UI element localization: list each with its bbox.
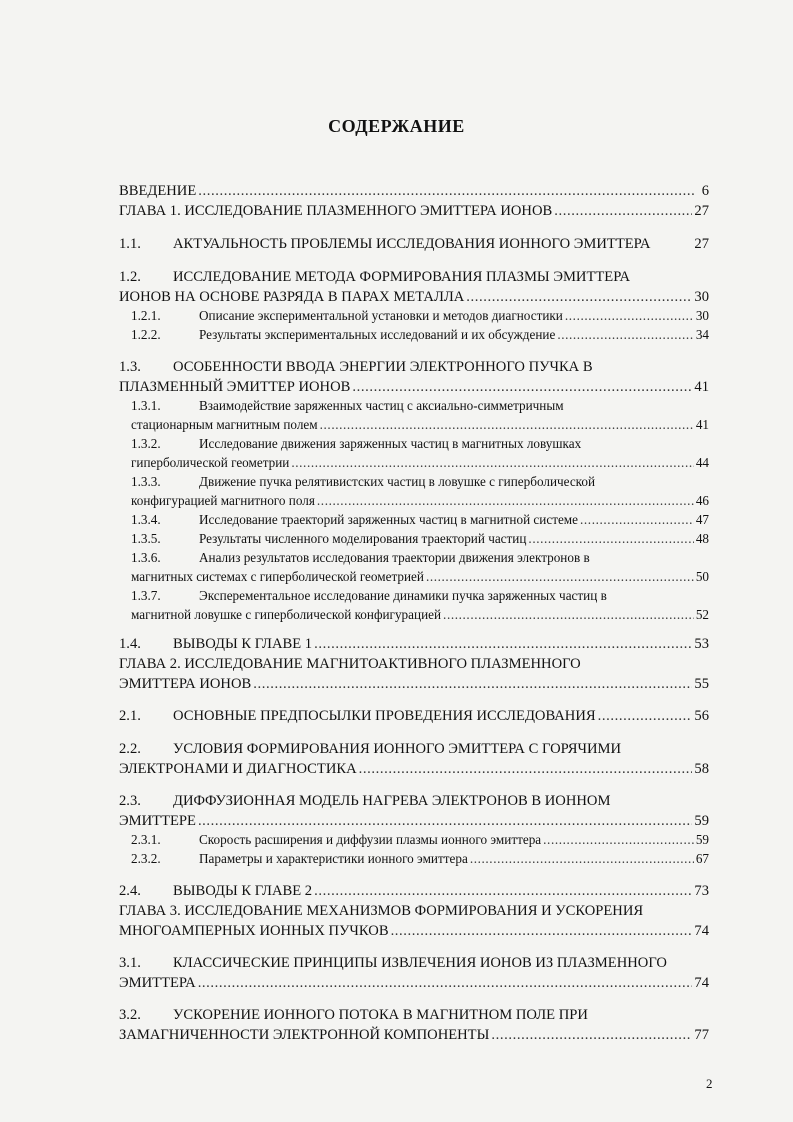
toc-entry-line (131, 849, 709, 868)
toc-entry-line (131, 472, 709, 491)
toc-entry-line (131, 529, 709, 548)
toc-entry (119, 181, 709, 201)
toc-entry-line (119, 267, 709, 287)
toc-entry-title: МНОГОАМПЕРНЫХ ИОННЫХ ПУЧКОВ (119, 923, 389, 939)
toc-entry-title: Описание экспериментальной установки и методов диагностики (199, 308, 563, 323)
toc-entry (131, 325, 709, 344)
toc-entry-number: 3.2. (119, 1007, 141, 1023)
toc-entry-line (119, 634, 709, 654)
toc-entry-title: Движение пучка релятивистских частиц в ловушке с гиперболической (199, 474, 596, 489)
toc-entry (131, 830, 709, 849)
toc-entry-number: 1.3.6. (131, 550, 161, 565)
toc-entry (131, 548, 709, 586)
dot-leader (317, 491, 694, 510)
toc-entry-number: 1.3.7. (131, 588, 161, 603)
toc-entry (119, 654, 709, 694)
toc-entry-number: 1.2. (119, 269, 141, 285)
dot-leader (580, 510, 694, 529)
toc-entry-title: гиперболической геометрии (131, 455, 290, 470)
toc-entry-title: ИОНОВ НА ОСНОВЕ РАЗРЯДА В ПАРАХ МЕТАЛЛА (119, 289, 465, 305)
toc-entry-title: ЭМИТТЕРА (119, 975, 196, 991)
toc-entry (119, 1005, 709, 1045)
dot-leader (557, 325, 693, 344)
toc-entry (131, 849, 709, 868)
toc-entry-number: 1.1. (119, 236, 141, 252)
toc-entry (119, 791, 709, 831)
toc-entry-title: ДИФФУЗИОННАЯ МОДЕЛЬ НАГРЕВА ЭЛЕКТРОНОВ В ИОННОМ (173, 793, 611, 809)
dot-leader (554, 201, 692, 221)
toc-entry-number: 1.4. (119, 636, 141, 652)
toc-entry-line (119, 901, 709, 921)
dot-leader (543, 830, 694, 849)
toc-entry-page: 73 (694, 883, 709, 899)
toc-entry-page: 59 (694, 813, 709, 829)
dot-leader (426, 567, 694, 586)
toc-entry (131, 510, 709, 529)
toc-entry-title: УСКОРЕНИЕ ИОННОГО ПОТОКА В МАГНИТНОМ ПОЛЕ ПРИ (173, 1007, 588, 1023)
toc-entry-page: 48 (695, 531, 709, 546)
toc-entry-page: 30 (695, 308, 709, 323)
toc-entry (119, 953, 709, 993)
toc-entry-page: 27 (694, 236, 709, 252)
dot-leader (359, 759, 693, 779)
toc-entry-title: ОСОБЕННОСТИ ВВОДА ЭНЕРГИИ ЭЛЕКТРОННОГО ПУЧКА В (173, 359, 593, 375)
toc-entry-page: 55 (694, 676, 709, 692)
toc-entry-title: стационарным магнитным полем (131, 417, 318, 432)
toc-entry-page: 34 (695, 327, 709, 342)
toc-entry (119, 234, 709, 254)
toc-entry (131, 396, 709, 434)
toc-entry-number: 1.3.4. (131, 512, 161, 527)
toc-entry-page: 47 (695, 512, 709, 527)
toc-entry-page: 77 (694, 1027, 709, 1043)
toc-entry-title: Эксперементальное исследование динамики пучка заряженных частиц в (199, 588, 607, 603)
toc-entry-line (119, 674, 709, 694)
toc-entry-line (119, 181, 709, 201)
toc-entry-title: ПЛАЗМЕННЫЙ ЭМИТТЕР ИОНОВ (119, 379, 351, 395)
toc-entry-number: 2.1. (119, 708, 141, 724)
toc-entry-line (119, 201, 709, 221)
toc-entry-page: 46 (695, 493, 709, 508)
toc-entry-line (119, 881, 709, 901)
toc-entry-line (119, 654, 709, 674)
toc-entry-title: КЛАССИЧЕСКИЕ ПРИНЦИПЫ ИЗВЛЕЧЕНИЯ ИОНОВ ИЗ ПЛАЗМЕННОГО (173, 955, 667, 971)
toc-entry-line (119, 811, 709, 831)
toc-entry-title: ЭЛЕКТРОНАМИ И ДИАГНОСТИКА (119, 761, 357, 777)
toc-entry-title: магнитных системах с гиперболической геометрией (131, 569, 424, 584)
toc-entry-title: ЗАМАГНИЧЕННОСТИ ЭЛЕКТРОННОЙ КОМПОНЕНТЫ (119, 1027, 490, 1043)
toc-entry-line (119, 1025, 709, 1045)
toc-entry-line (119, 287, 709, 307)
toc-entry-page: 30 (694, 289, 709, 305)
page-title: СОДЕРЖАНИЕ (328, 116, 465, 136)
toc-entry-page: 59 (695, 832, 709, 847)
toc-entry-page: 74 (694, 975, 709, 991)
toc-entry-title: Параметры и характеристики ионного эмиттера (199, 851, 468, 866)
dot-leader (466, 287, 692, 307)
page-number: 2 (706, 1076, 713, 1091)
toc-entry-line (131, 567, 709, 586)
toc-entry-title: Исследование движения заряженных частиц в магнитных ловушках (199, 436, 582, 451)
toc-entry-title: магнитной ловушке с гиперболической конфигурацией (131, 607, 442, 622)
toc-entry-line (131, 605, 709, 624)
toc-entry-line (131, 325, 709, 344)
toc-entry-line (119, 921, 709, 941)
toc-entry-title: ВЫВОДЫ К ГЛАВЕ 2 (173, 883, 313, 899)
toc-entry-number: 2.3.2. (131, 851, 161, 866)
toc-entry-line (131, 434, 709, 453)
toc-entry-title: ГЛАВА 2. ИССЛЕДОВАНИЕ МАГНИТОАКТИВНОГО ПЛАЗМЕННОГО (119, 656, 581, 672)
toc-entry-page: 74 (694, 923, 709, 939)
toc-entry-line (131, 548, 709, 567)
toc-entry-page: 41 (694, 379, 709, 395)
dot-leader (253, 674, 692, 694)
toc-entry-page: 67 (695, 851, 709, 866)
dot-leader (352, 377, 692, 397)
toc-entry (119, 739, 709, 779)
dot-leader (470, 849, 694, 868)
dot-leader (314, 634, 692, 654)
toc-entry-title: ЭМИТТЕРЕ (119, 813, 196, 829)
toc-entry-line (131, 491, 709, 510)
dot-leader (443, 605, 694, 624)
dot-leader (565, 306, 694, 325)
toc-entry (119, 901, 709, 941)
toc-entry (119, 881, 709, 901)
toc-entry (131, 586, 709, 624)
toc-entry-line (131, 415, 709, 434)
dot-leader (491, 1025, 692, 1045)
dot-leader (391, 921, 693, 941)
toc-entry-line (119, 973, 709, 993)
toc-entry-line (119, 759, 709, 779)
toc-entry-page: 53 (694, 636, 709, 652)
toc-entry (131, 529, 709, 548)
toc-entry-line (119, 234, 709, 254)
toc-entry-line (131, 306, 709, 325)
toc-entry-title: ГЛАВА 3. ИССЛЕДОВАНИЕ МЕХАНИЗМОВ ФОРМИРОВАНИЯ И УСКОРЕНИЯ (119, 903, 644, 919)
toc-entry-number: 2.4. (119, 883, 141, 899)
toc-entry-line (131, 830, 709, 849)
toc-entry-title: Исследование траекторий заряженных частиц в магнитной системе (199, 512, 579, 527)
dot-leader (291, 453, 693, 472)
toc-entry-line (131, 586, 709, 605)
toc-entry-title: ВВЕДЕНИЕ (119, 183, 197, 199)
toc-entry-title: Анализ результатов исследования траектории движения электронов в (199, 550, 590, 565)
toc-entry-page: 6 (701, 183, 709, 199)
toc-entry-line (131, 453, 709, 472)
toc-entry-line (119, 706, 709, 726)
toc-entry-page: 58 (694, 761, 709, 777)
toc-entry-line (119, 1005, 709, 1025)
toc-entry-number: 1.3.3. (131, 474, 161, 489)
toc-entry (119, 201, 709, 221)
toc-entry (131, 306, 709, 325)
toc-entry-title: АКТУАЛЬНОСТЬ ПРОБЛЕМЫ ИССЛЕДОВАНИЯ ИОННОГО ЭМИТТЕРА (173, 236, 651, 252)
toc-entry-line (131, 396, 709, 415)
toc-entry-line (119, 377, 709, 397)
dot-leader (598, 706, 693, 726)
toc-entry-page: 52 (695, 607, 709, 622)
toc-entry-title: ВЫВОДЫ К ГЛАВЕ 1 (173, 636, 313, 652)
toc-entry-number: 2.2. (119, 741, 141, 757)
toc-entry-number: 1.3. (119, 359, 141, 375)
toc-entry-page: 56 (694, 708, 709, 724)
dot-leader (528, 529, 693, 548)
dot-leader (198, 973, 693, 993)
toc-entry-page: 27 (694, 203, 709, 219)
toc-entry-title: ЭМИТТЕРА ИОНОВ (119, 676, 252, 692)
toc-entry-page: 41 (695, 417, 709, 432)
toc-entry-number: 2.3.1. (131, 832, 161, 847)
toc-entry-line (119, 953, 709, 973)
toc-entry-line (119, 739, 709, 759)
toc-entry-number: 3.1. (119, 955, 141, 971)
toc-entry (119, 634, 709, 654)
toc-entry (131, 472, 709, 510)
toc-entry-title: конфигурацией магнитного поля (131, 493, 315, 508)
toc-entry-number: 1.3.2. (131, 436, 161, 451)
toc-entry-number: 1.2.2. (131, 327, 161, 342)
toc-entry-title: Результаты численного моделирования траекторий частиц (199, 531, 527, 546)
toc-entry (131, 434, 709, 472)
toc-entry-title: ОСНОВНЫЕ ПРЕДПОСЫЛКИ ПРОВЕДЕНИЯ ИССЛЕДОВАНИЯ (173, 708, 596, 724)
toc-entry-line (119, 357, 709, 377)
toc-entry (119, 267, 709, 307)
toc-entry (119, 706, 709, 726)
toc-entry-title: Результаты экспериментальных исследований и их обсуждение (199, 327, 556, 342)
toc-entry-title: ИССЛЕДОВАНИЕ МЕТОДА ФОРМИРОВАНИЯ ПЛАЗМЫ ЭМИТТЕРА (173, 269, 630, 285)
toc-entry-line (119, 791, 709, 811)
toc-entry-title: Скорость расширения и диффузии плазмы ионного эмиттера (199, 832, 542, 847)
toc-entry-line (131, 510, 709, 529)
dot-leader (198, 811, 692, 831)
dot-leader (320, 415, 694, 434)
toc-entry-number: 1.3.5. (131, 531, 161, 546)
dot-leader (198, 181, 695, 201)
toc-entry-title: Взаимодействие заряженных частиц с аксиально-симметричным (199, 398, 564, 413)
toc-entry-title: УСЛОВИЯ ФОРМИРОВАНИЯ ИОННОГО ЭМИТТЕРА С ГОРЯЧИМИ (173, 741, 622, 757)
toc-entry-page: 50 (695, 569, 709, 584)
toc-entry-number: 2.3. (119, 793, 141, 809)
dot-leader (314, 881, 692, 901)
toc-entry-number: 1.3.1. (131, 398, 161, 413)
toc-entry-title: ГЛАВА 1. ИССЛЕДОВАНИЕ ПЛАЗМЕННОГО ЭМИТТЕРА ИОНОВ (119, 203, 553, 219)
toc-entry-page: 44 (695, 455, 709, 470)
toc-entry-number: 1.2.1. (131, 308, 161, 323)
toc-entry (119, 357, 709, 397)
